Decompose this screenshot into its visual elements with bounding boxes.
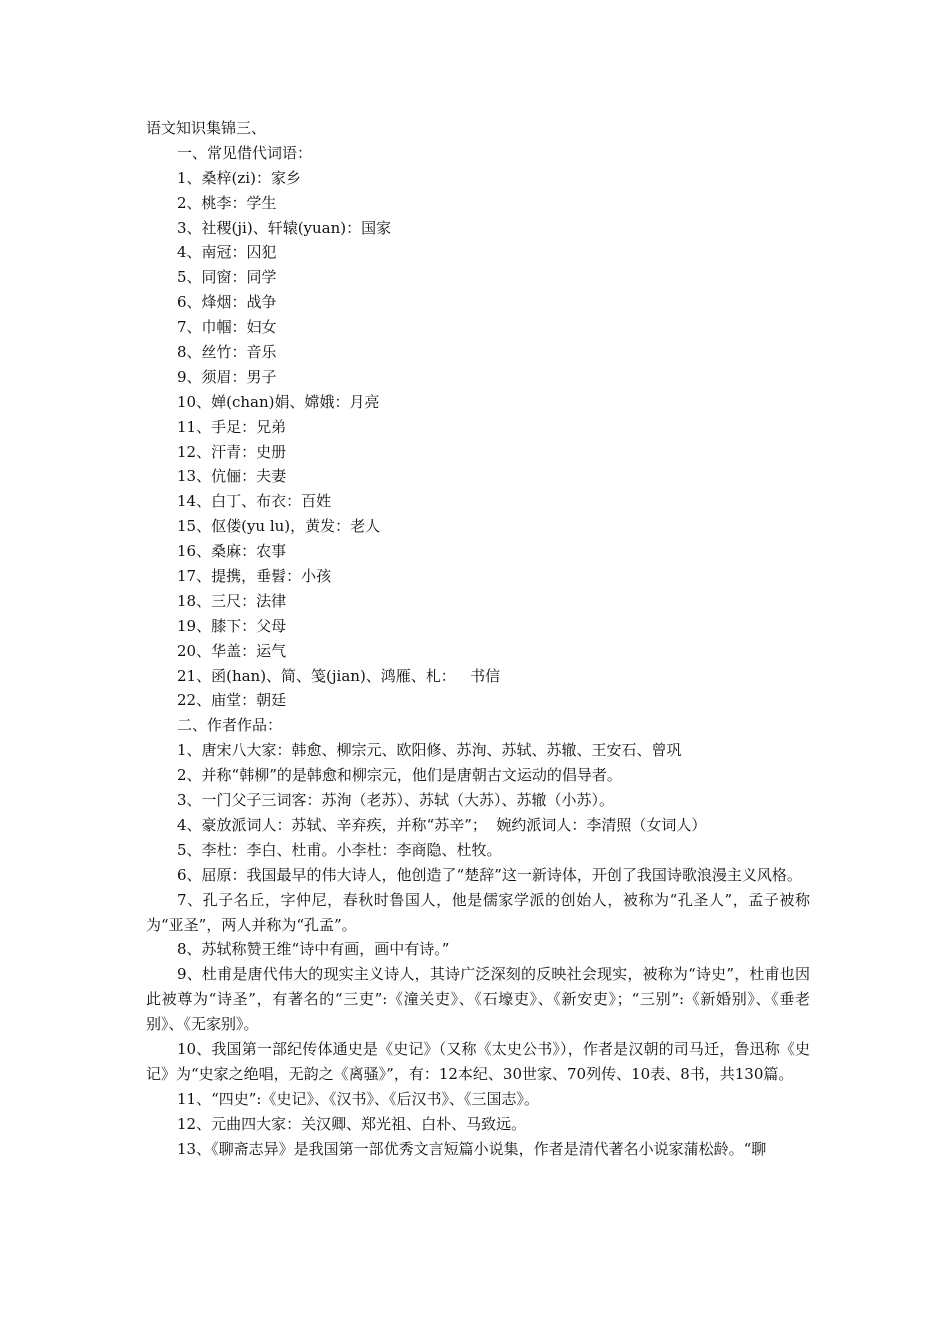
list-item: 8、丝竹：音乐 — [177, 343, 277, 362]
section-heading: 二、作者作品： — [177, 716, 283, 735]
list-item: 18、三尺：法律 — [177, 591, 287, 610]
list-item: 12、元曲四大家：关汉卿、郑光祖、白朴、马致远。 — [177, 1114, 527, 1133]
list-item: 9、须眉：男子 — [177, 367, 277, 386]
list-item: 13、《聊斋志异》是我国第一部优秀文言短篇小说集，作者是清代著名小说家蒲松龄。“聊 — [177, 1139, 767, 1158]
list-item: 11、手足：兄弟 — [177, 417, 287, 436]
list-item: 7、巾帼：妇女 — [177, 318, 277, 337]
list-item: 4、南冠：囚犯 — [177, 243, 277, 262]
document-page — [146, 116, 810, 1162]
list-item: 12、汗青：史册 — [177, 442, 287, 461]
list-item: 1、唐宋八大家：韩愈、柳宗元、欧阳修、苏洵、苏轼、苏辙、王安石、曾巩 — [177, 741, 682, 760]
list-item: 2、并称“韩柳”的是韩愈和柳宗元，他们是唐朝古文运动的倡导者。 — [177, 766, 622, 785]
list-item: 10、婵(chan)娟、嫦娥：月亮 — [177, 392, 380, 411]
list-item: 1、桑梓(zi)：家乡 — [177, 168, 301, 187]
list-item: 20、华盖：运气 — [177, 641, 287, 660]
paragraph: 6、屈原：我国最早的伟大诗人，他创造了“楚辞”这一新诗体，开创了我国诗歌浪漫主义风格。 — [177, 865, 802, 884]
list-item: 13、伉俪：夫妻 — [177, 467, 287, 486]
paragraph: 9、杜甫是唐代伟大的现实主义诗人，其诗广泛深刻的反映社会现实，被称为“诗史”，杜甫也因此被尊为“诗圣”，有著名的“三吏”:《潼关吏》、《石壕吏》、《新安吏》；“三别”:《新婚别》、《垂老别》、《无家别》。 — [146, 965, 810, 1034]
list-item: 14、白丁、布衣：百姓 — [177, 492, 332, 511]
list-item: 6、烽烟：战争 — [177, 293, 277, 312]
list-item: 11、“四史”:《史记》、《汉书》、《后汉书》、《三国志》。 — [177, 1089, 539, 1108]
list-item: 2、桃李：学生 — [177, 193, 277, 212]
document-title: 语文知识集锦三、 — [146, 119, 267, 137]
list-item: 21、函(han)、简、笺(jian)、鸿雁、札： 书信 — [177, 666, 501, 685]
list-item: 5、李杜：李白、杜甫。小李杜：李商隐、杜牧。 — [177, 840, 502, 859]
paragraph: 10、我国第一部纪传体通史是《史记》（又称《太史公书》），作者是汉朝的司马迁，鲁迅称《史记》为“史家之绝唱，无韵之《离骚》”，有：12本纪、30世家、70列传、10表、8书，共130篇。 — [146, 1040, 810, 1083]
section-heading: 一、常见借代词语： — [177, 143, 313, 162]
list-item: 22、庙堂：朝廷 — [177, 691, 287, 710]
list-item: 19、膝下：父母 — [177, 616, 287, 635]
list-item: 3、社稷(ji)、轩辕(yuan)：国家 — [177, 218, 392, 237]
list-item: 8、苏轼称赞王维“诗中有画，画中有诗。” — [177, 940, 450, 959]
list-item: 17、提携，垂髫：小孩 — [177, 567, 332, 586]
list-item: 16、桑麻：农事 — [177, 542, 287, 561]
paragraph: 7、孔子名丘，字仲尼，春秋时鲁国人，他是儒家学派的创始人，被称为“孔圣人”，孟子被称为“亚圣”，两人并称为“孔孟”。 — [146, 890, 810, 934]
list-item: 5、同窗：同学 — [177, 268, 277, 287]
list-item: 3、一门父子三词客：苏洵（老苏）、苏轼（大苏）、苏辙（小苏）。 — [177, 791, 615, 810]
list-item: 4、豪放派词人：苏轼、辛弃疾，并称“苏辛”； 婉约派词人：李清照（女词人） — [177, 815, 707, 834]
list-item: 15、伛偻(yu lu)，黄发：老人 — [177, 517, 381, 536]
